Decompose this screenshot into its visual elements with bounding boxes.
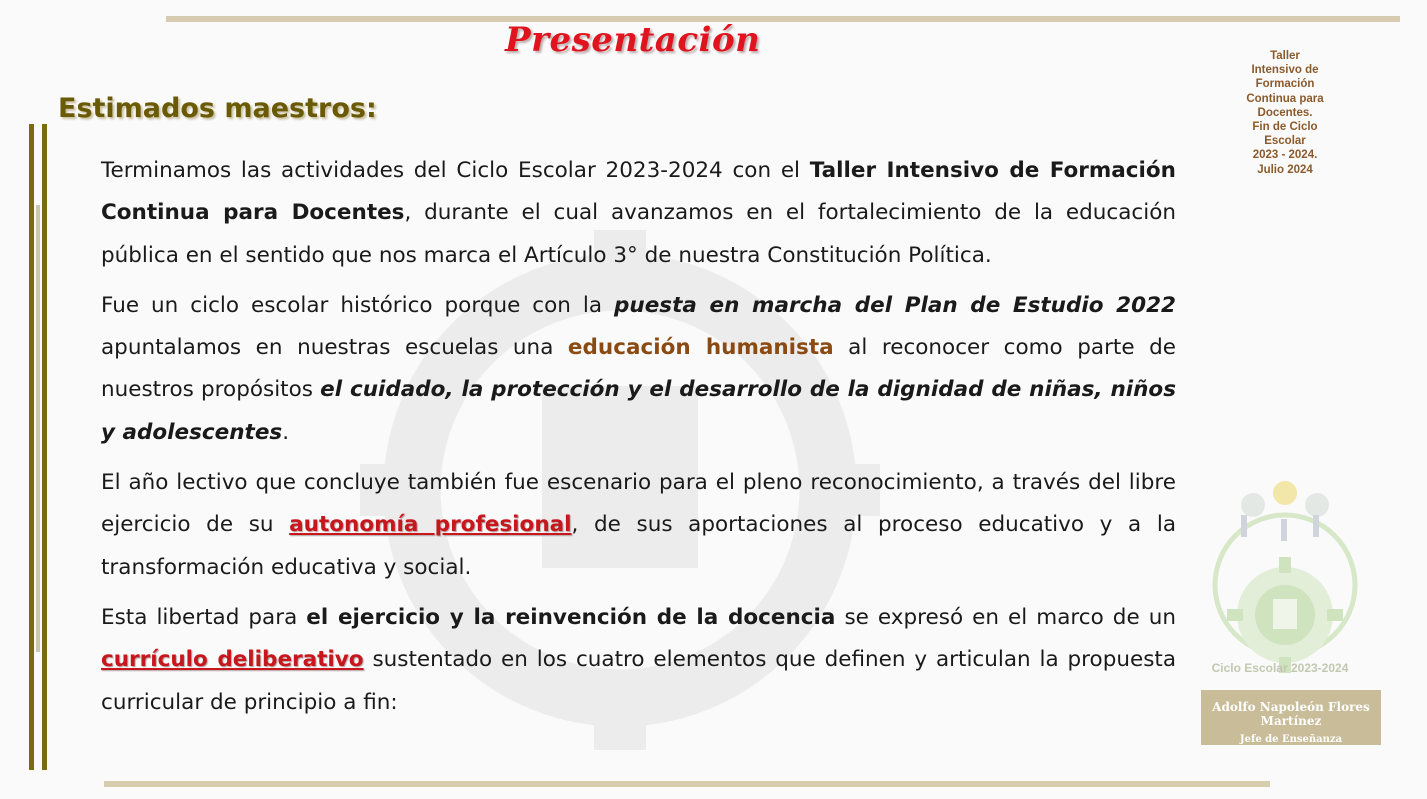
text-run: sustentado en los cuatro elementos que definen y articulan la propuesta curricular de principio a fin:: [101, 647, 1177, 715]
author-name: Adolfo Napoleón Flores Martínez: [1212, 700, 1370, 728]
bold-run: el ejercicio y la reinvención de la docencia: [306, 604, 836, 630]
paragraph-4: [101, 597, 1176, 724]
text-run: Terminamos las actividades del Ciclo Escolar 2023-2024 con el: [101, 158, 810, 183]
paragraph-2: [101, 285, 1176, 454]
text-run: se expresó en el marco de un: [835, 604, 1176, 630]
paragraph-1: [101, 150, 1176, 277]
body-text: [101, 150, 1176, 732]
left-bar-outer: [29, 124, 34, 770]
text-run: al reconocer como parte de nuestros propósitos: [101, 335, 1176, 403]
sidebar-note: [1236, 49, 1334, 177]
paragraph-3: [101, 462, 1176, 589]
note-line: Intensivo de: [1251, 64, 1319, 77]
note-line: 2023 - 2024.: [1252, 149, 1318, 162]
text-run: apuntalamos en nuestras escuelas una: [101, 335, 568, 361]
author-role: Jefe de Enseñanza: [1239, 734, 1343, 745]
text-run: .: [282, 419, 290, 445]
greeting-heading: Estimados maestros:: [58, 93, 377, 124]
highlight-run: educación humanista: [567, 335, 834, 361]
text-run: Esta libertad para: [101, 604, 307, 630]
bold-italic-run: puesta en marcha del Plan de Estudio 2022: [614, 292, 1176, 318]
note-line: Taller: [1270, 50, 1300, 62]
underlined-highlight: autonomía profesional: [289, 512, 572, 538]
author-namecard: [1201, 690, 1381, 745]
text-run: El año lectivo que concluye también fue escenario para el pleno reconocimiento, a través del libre ejercicio de su: [101, 470, 1176, 538]
note-line: Docentes.: [1257, 106, 1313, 119]
note-line: Julio 2024: [1257, 163, 1313, 176]
note-line: Continua para: [1246, 92, 1324, 105]
page-title: Presentación: [505, 20, 761, 60]
bold-italic-run: el cuidado, la protección y el desarrollo de la dignidad de niñas, niños y adolescentes: [101, 377, 1176, 445]
note-line: Escolar: [1264, 135, 1306, 148]
bold-run: Taller Intensivo de Formación Continua para Docentes: [101, 158, 1176, 226]
note-line: Fin de Ciclo: [1252, 121, 1318, 134]
text-run: , de sus aportaciones al proceso educativo y a la transformación educativa y social.: [101, 512, 1177, 580]
left-bar-middle: [36, 205, 40, 652]
text-run: Fue un ciclo escolar histórico porque con la: [101, 292, 615, 318]
left-bar-inner: [42, 124, 47, 770]
bottom-rule: [104, 781, 1270, 787]
school-logo: [1205, 475, 1365, 680]
note-line: Formación: [1255, 78, 1315, 91]
text-run: , durante el cual avanzamos en el fortalecimiento de la educación pública en el sentido que nos marca el Artículo 3° de nuestra Constitución Política.: [101, 200, 1176, 268]
top-rule: [166, 16, 1400, 22]
underlined-highlight: currículo deliberativo: [101, 647, 364, 673]
logo-caption: Ciclo Escolar 2023-2024: [1211, 661, 1349, 675]
